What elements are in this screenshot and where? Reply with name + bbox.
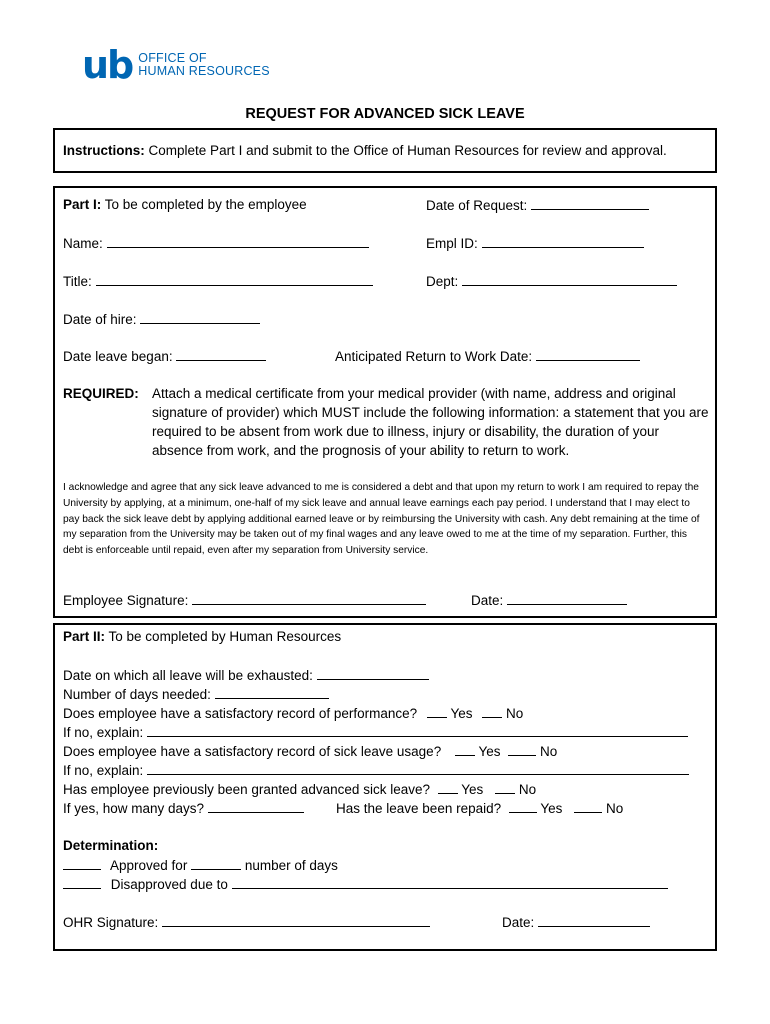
- repaid-no-label: No: [605, 801, 624, 816]
- date-exhausted-label: Date on which all leave will be exhausted:: [63, 668, 313, 683]
- employee-signature-label: Employee Signature:: [63, 593, 189, 608]
- empl-id-field[interactable]: [426, 235, 644, 251]
- dept-label: Dept:: [426, 274, 459, 289]
- performance-no-label: No: [506, 706, 524, 721]
- previously-no-label: No: [518, 782, 537, 797]
- disapproved-reason-line[interactable]: [232, 876, 668, 889]
- disapproved-line[interactable]: [63, 876, 101, 889]
- anticipated-return-label: Anticipated Return to Work Date:: [335, 349, 533, 364]
- employee-date-field[interactable]: [471, 592, 627, 608]
- number-of-days-label: number of days: [244, 858, 338, 873]
- disapproved-label: Disapproved due to: [110, 877, 228, 892]
- date-leave-began-line[interactable]: [176, 348, 266, 361]
- title-line[interactable]: [96, 273, 373, 286]
- ohr-date-line[interactable]: [538, 914, 650, 927]
- part1-header: [63, 197, 307, 212]
- date-of-request-line[interactable]: [531, 197, 649, 210]
- instructions-label: Instructions:: [63, 143, 145, 158]
- date-leave-began-field[interactable]: [63, 348, 266, 364]
- days-needed-field[interactable]: [63, 686, 329, 702]
- explain-1-line[interactable]: [147, 724, 688, 737]
- ohr-date-label: Date:: [502, 915, 535, 930]
- ohr-date-field[interactable]: [502, 914, 650, 930]
- instructions: [63, 143, 667, 158]
- name-field[interactable]: [63, 235, 369, 251]
- explain-2-label: If no, explain:: [63, 763, 144, 778]
- employee-signature-field[interactable]: [63, 592, 426, 608]
- logo-text: [138, 52, 270, 78]
- repaid-no-line[interactable]: [574, 800, 602, 813]
- sick-usage-yes-line[interactable]: [455, 743, 475, 756]
- date-of-hire-label: Date of hire:: [63, 312, 137, 327]
- date-exhausted-field[interactable]: [63, 667, 429, 683]
- date-of-hire-field[interactable]: [63, 311, 260, 327]
- performance-yes-label: Yes: [450, 706, 473, 721]
- part1-heading: To be completed by the employee: [104, 197, 307, 212]
- sick-usage-no-line[interactable]: [508, 743, 536, 756]
- performance-question-label: Does employee have a satisfactory record of performance?: [63, 706, 418, 721]
- employee-date-line[interactable]: [507, 592, 627, 605]
- previously-yes-label: Yes: [461, 782, 484, 797]
- date-of-request-field[interactable]: [426, 197, 649, 213]
- acknowledgement-text: I acknowledge and agree that any sick leave advanced to me is considered a debt and that upon my return to work I am required to repay the University by applying, at a minimum, one-half of my sick leave and annual leave earnings each pay period. I understand that I may elect to pay back the sick leave debt by applying additional earned leave or by reimbursing the University with cash. Any debt remaining at the time of my separation from the University may be taken out of my final wages and any leave owed to me at the time of my separation. Further, this debt is enforceable until repaid, even after my separation from University service.: [63, 482, 700, 557]
- sick-usage-yes-label: Yes: [478, 744, 501, 759]
- explain-2-line[interactable]: [147, 762, 689, 775]
- performance-yes-line[interactable]: [427, 705, 447, 718]
- disapproved-row: [63, 876, 668, 892]
- approved-line[interactable]: [63, 857, 101, 870]
- approved-days-line[interactable]: [191, 857, 241, 870]
- determination-label: Determination:: [63, 838, 159, 853]
- repaid-yes-label: Yes: [540, 801, 563, 816]
- dept-line[interactable]: [462, 273, 677, 286]
- logo-line-2: HUMAN RESOURCES: [138, 64, 270, 78]
- previously-yes-line[interactable]: [438, 781, 458, 794]
- previously-question: [63, 781, 536, 797]
- repaid-yes-line[interactable]: [509, 800, 537, 813]
- required-text: Attach a medical certificate from your medical provider (with name, address and original signature of provider) which MUST include the following information: a statement that you are required to be absent from work due to illness, injury or disability, the duration of your absence from work, and the prognosis of your ability to return to work.: [152, 386, 709, 458]
- days-needed-line[interactable]: [215, 686, 329, 699]
- part2-heading: To be completed by Human Resources: [108, 629, 342, 644]
- explain-2-field[interactable]: [63, 762, 689, 778]
- required-label: REQUIRED:: [63, 386, 139, 401]
- repaid-question-label: Has the leave been repaid?: [336, 801, 502, 816]
- form-title: REQUEST FOR ADVANCED SICK LEAVE: [245, 106, 525, 122]
- ohr-signature-line[interactable]: [162, 914, 430, 927]
- anticipated-return-line[interactable]: [536, 348, 640, 361]
- name-line[interactable]: [107, 235, 369, 248]
- date-of-hire-line[interactable]: [140, 311, 260, 324]
- sick-usage-question-label: Does employee have a satisfactory record of sick leave usage?: [63, 744, 442, 759]
- title-field[interactable]: [63, 273, 373, 289]
- employee-date-label: Date:: [471, 593, 504, 608]
- date-leave-began-label: Date leave began:: [63, 349, 173, 364]
- approved-row: [63, 857, 338, 873]
- ohr-signature-label: OHR Signature:: [63, 915, 159, 930]
- logo-mark: ub: [82, 43, 133, 87]
- performance-no-line[interactable]: [482, 705, 502, 718]
- empl-id-line[interactable]: [482, 235, 644, 248]
- approved-for-label: Approved for: [110, 858, 188, 873]
- employee-signature-line[interactable]: [192, 592, 426, 605]
- how-many-days-label: If yes, how many days?: [63, 801, 205, 816]
- sick-usage-no-label: No: [540, 744, 558, 759]
- name-label: Name:: [63, 236, 103, 251]
- sick-usage-question: [63, 743, 557, 759]
- days-needed-label: Number of days needed:: [63, 687, 211, 702]
- performance-question: [63, 705, 523, 721]
- explain-1-field[interactable]: [63, 724, 688, 740]
- repaid-question: [336, 800, 623, 816]
- title-label: Title:: [63, 274, 92, 289]
- how-many-days-field[interactable]: [63, 800, 304, 816]
- dept-field[interactable]: [426, 273, 677, 289]
- previously-no-line[interactable]: [495, 781, 515, 794]
- date-of-request-label: Date of Request:: [426, 198, 528, 213]
- logo-line-1: OFFICE OF: [138, 51, 207, 65]
- instructions-text: Complete Part I and submit to the Office of Human Resources for review and approval.: [148, 143, 667, 158]
- part2-header: [63, 629, 341, 644]
- part1-label: Part I:: [63, 197, 102, 212]
- date-exhausted-line[interactable]: [317, 667, 429, 680]
- part2-label: Part II:: [63, 629, 106, 644]
- how-many-days-line[interactable]: [208, 800, 304, 813]
- empl-id-label: Empl ID:: [426, 236, 478, 251]
- anticipated-return-field[interactable]: [335, 348, 640, 364]
- explain-1-label: If no, explain:: [63, 725, 144, 740]
- previously-question-label: Has employee previously been granted advanced sick leave?: [63, 782, 430, 797]
- ohr-signature-field[interactable]: [63, 914, 430, 930]
- ub-logo: [82, 43, 270, 87]
